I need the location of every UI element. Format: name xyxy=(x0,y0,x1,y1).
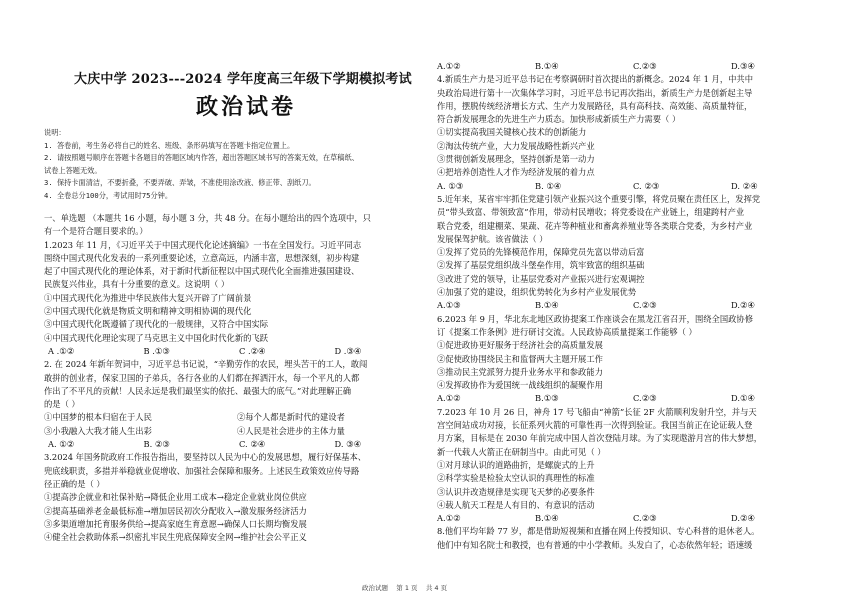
statement: ③小我融入大我才能人生出彩 xyxy=(44,425,152,436)
question-text: 7.2023 年 10 月 26 日，神舟 17 号飞船由“神箭”长征 2F 火箭顺利发射升空，并与天 xyxy=(437,406,757,417)
option-d[interactable]: D. ②④ xyxy=(731,180,758,191)
option-d[interactable]: D .③④ xyxy=(334,345,362,356)
question-text: 8.他们平均年龄 77 岁，都是借助短视频和直播在网上传授知识、专心科普的退休老人。 xyxy=(437,526,760,537)
question-1 xyxy=(44,239,430,359)
question-text: 径正确的是（ ） xyxy=(44,478,105,489)
answer-options xyxy=(437,180,829,193)
option-d[interactable]: D.①④ xyxy=(731,393,755,404)
option-b[interactable]: B.①④ xyxy=(535,513,559,524)
subject-title: 政治试卷 xyxy=(196,95,297,120)
instructions xyxy=(44,127,359,203)
option-d[interactable]: D.②④ xyxy=(731,300,755,311)
statement-pair xyxy=(44,411,430,424)
option-c[interactable]: C .②④ xyxy=(239,345,266,356)
statement: ④加强了党的建设，组织优势转化为乡村产业发展优势 xyxy=(437,287,637,298)
statement: ②发挥了基层党组织战斗堡垒作用，筑牢致富的组织基础 xyxy=(437,260,645,271)
question-text: 的是（ ） xyxy=(44,399,80,410)
instruction-line: 1. 答卷前，考生务必将自己的姓名、班级、条形码填写在答题卡指定位置上。 xyxy=(44,140,295,150)
question-text: 5.近年来，某省牢牢抓住党建引领产业振兴这个重要引擎，将党员聚在责任区上，发挥党 xyxy=(437,193,761,204)
question-text: 新一代载人火箭正在研制当中。由此可见（ ） xyxy=(437,446,606,457)
question-2 xyxy=(44,358,430,451)
question-text: 订《提案工作条例》进行研讨交流。人民政协高质量提案工作能够（ ） xyxy=(437,326,697,337)
statement: ④健全社会救助体系→织密扎牢民生兜底保障安全网→维护社会公平正义 xyxy=(44,532,307,543)
option-c[interactable]: C. ②④ xyxy=(239,439,266,450)
instruction-line: 试卷上答题无效。 xyxy=(44,165,102,175)
statement: ①切实提高我国关键核心技术的创新能力 xyxy=(437,127,587,138)
question-6 xyxy=(437,313,829,406)
statement-pair xyxy=(44,425,430,438)
question-text: 起了中国式现代化的理论体系，对于新时代新征程以中国式现代化全面推进强国建设、 xyxy=(44,266,360,277)
question-5 xyxy=(437,193,829,313)
statement: ②每个人都是新时代的建设者 xyxy=(237,412,345,423)
statement: ②科学实验是检验太空认识的真理性的标准 xyxy=(437,473,595,484)
instruction-line: 4. 全卷总分100分，考试用时75分钟。 xyxy=(44,190,173,200)
question-7 xyxy=(437,406,829,526)
option-a[interactable]: A. ①② xyxy=(48,439,75,450)
right-column xyxy=(437,60,829,552)
instruction-line: 3. 保持卡面清洁，不要折叠，不要弄破、弄皱，不准使用涂改液、修正带、刮纸刀。 xyxy=(44,178,316,188)
question-text: 央政治局进行第十一次集体学习时，习近平总书记再次指出，新质生产力是创新起主导 xyxy=(437,87,753,98)
option-a[interactable]: A. ①③ xyxy=(437,180,464,191)
question-text: 6.2023 年 9 月，华北东北地区政协提案工作座谈会在黑龙江省召开，围绕全国政协修 xyxy=(437,313,754,324)
option-d[interactable]: D. ③④ xyxy=(334,439,362,450)
statement: ①提高涉企就业和社保补贴→降低企业用工成本→稳定企业就业岗位供应 xyxy=(44,492,307,503)
question-text: 作出了不平凡的贡献！人民永远是我们最坚实的依托、最强大的底气。”对此理解正确 xyxy=(44,385,352,396)
answer-options xyxy=(437,512,829,525)
statement: ③中国式现代化既遵循了现代化的一般规律，又符合中国实际 xyxy=(44,319,269,330)
question-text: 联合党委，组建棚菜、果蔬、花卉等种植业和畜禽养殖业等各类联合党委，为乡村产业 xyxy=(437,220,753,231)
section-heading: 一、单选题 （本题共 16 小题，每小题 3 分，共 48 分。在每小题给出的四个选项中，只 xyxy=(44,213,371,223)
question-text: 围绕中国式现代化发表的一系列重要论述，立意高远，内涵丰富，思想深刻，初步构建 xyxy=(44,252,360,263)
option-b[interactable]: B.①③ xyxy=(535,393,559,404)
option-d[interactable]: D.②④ xyxy=(731,513,755,524)
statement: ③多渠道增加托育服务供给→提高家庭生育意愿→确保人口长期均衡发展 xyxy=(44,518,307,529)
statement: ④把培养创造性人才作为经济发展的着力点 xyxy=(437,167,595,178)
page-footer xyxy=(362,583,447,592)
answer-options xyxy=(44,345,430,358)
statement: ③改进了党的领导，让基层党委对产业振兴进行宏观调控 xyxy=(437,273,645,284)
question-text: 月方案，目标是在 2030 年前完成中国人首次登陆月球。为了实现遨游月宫的伟大梦想， xyxy=(437,433,763,444)
option-a[interactable]: A.①② xyxy=(437,513,461,524)
answer-options xyxy=(437,60,829,73)
statement: ④发挥政协作为爱国统一战线组织的凝聚作用 xyxy=(437,380,603,391)
question-text: 3.2024 年国务院政府工作报告指出，要坚持以人民为中心的发展思想，履行好保基本、 xyxy=(44,452,367,463)
statement: ④人民是社会进步的主体力量 xyxy=(237,425,345,436)
question-3 xyxy=(44,451,430,544)
option-c[interactable]: C.②③ xyxy=(633,61,657,71)
question-text: 2. 在 2024 年新年贺词中，习近平总书记说，“辛勤劳作的农民，埋头苦干的工人，敢闯 xyxy=(44,359,368,370)
question-text: 1.2023 年 11 月，《习近平关于中国式现代化论述摘编》一书在全国发行。习近平同志 xyxy=(44,239,362,250)
option-a[interactable]: A.①② xyxy=(437,393,461,404)
option-b[interactable]: B .①③ xyxy=(143,345,170,356)
option-c[interactable]: C.②③ xyxy=(633,300,657,311)
instruction-line: 2. 请按照题号顺序在答题卡各题目的答题区域内作答，超出答题区域书写的答案无效，在草稿纸、 xyxy=(44,153,359,163)
answer-options xyxy=(437,392,829,405)
statement: ①发挥了党员的先锋模范作用，保障党员先富以带动后富 xyxy=(437,247,645,258)
statement: ③推动民主党派努力提升业务水平和参政能力 xyxy=(437,366,603,377)
option-c[interactable]: C.②③ xyxy=(633,513,657,524)
option-d[interactable]: D.③④ xyxy=(731,61,755,71)
statement: ④载人航天工程是人有目的、有意识的活动 xyxy=(437,499,595,510)
option-a[interactable]: A.①③ xyxy=(437,300,461,311)
statement: ④中国式现代化理论实现了马克思主义中国化时代化新的飞跃 xyxy=(44,332,269,343)
answer-options xyxy=(44,438,430,451)
answer-options xyxy=(437,299,829,312)
option-b[interactable]: B. ①④ xyxy=(535,180,562,191)
question-text: 他们中有知名院士和教授，也有普通的中小学教师。头发白了，心态依然年轻；语速缓 xyxy=(437,539,753,550)
school-title: 大庆中学 2023---2024 学年度高三年级下学期模拟考试 xyxy=(74,72,412,87)
footer-page: 第 1 页 xyxy=(396,584,418,592)
question-4 xyxy=(437,73,829,193)
question-text: 作用，摆脱传统经济增长方式、生产力发展路径，具有高科技、高效能、高质量特征， xyxy=(437,100,753,111)
option-a[interactable]: A .①② xyxy=(48,345,75,356)
statement: ②促使政协围绕民主和监督两大主题开展工作 xyxy=(437,353,603,364)
question-text: 敢拼的创业者，保家卫国的子弟兵，各行各业的人们都在挥洒汗水，每一个平凡的人都 xyxy=(44,372,360,383)
footer-label: 政治试题 xyxy=(362,584,388,592)
option-b[interactable]: B.①④ xyxy=(535,300,559,311)
statement: ②淘汰传统产业，大力发展战略性新兴产业 xyxy=(437,140,595,151)
instructions-heading: 说明： xyxy=(44,128,66,137)
option-a[interactable]: A.①② xyxy=(437,61,461,71)
statement: ③认识并改造规律是实现飞天梦的必要条件 xyxy=(437,486,595,497)
left-column xyxy=(44,212,430,544)
question-text: 民族复兴伟业，具有十分重要的意义。这说明（ ） xyxy=(44,279,230,290)
question-text: 宫空间站成功对接，长征系列火箭的可靠性再一次得到验证。我国当前正在论证载人登 xyxy=(437,420,753,431)
statement: ①中国梦的根本归宿在于人民 xyxy=(44,412,152,423)
question-text: 员“带头致富、带领致富”作用，带动村民增收；将党委设在产业链上，组建跨村产业 xyxy=(437,207,745,218)
statement: ①促进政协更好服务于经济社会的高质量发展 xyxy=(437,340,603,351)
statement: ②提高基础养老金最低标准→增加居民初次分配收入→激发服务经济活力 xyxy=(44,505,307,516)
option-b[interactable]: B. ②③ xyxy=(143,439,170,450)
question-8 xyxy=(437,525,829,552)
section-heading: 有一个是符合题目要求的。） xyxy=(44,226,148,237)
question-text: 兜底线职责，多措并举稳就业促增收、加强社会保障和服务。上述民生政策效应传导路 xyxy=(44,465,360,476)
question-text: 发展保驾护航。该省做法（ ） xyxy=(437,233,548,244)
statement: ②中国式现代化就是物质文明和精神文明相协调的现代化 xyxy=(44,306,252,317)
question-text: 符合新发展理念的先进生产力质态。加快形成新质生产力需要（ ） xyxy=(437,114,681,125)
option-c[interactable]: C. ②③ xyxy=(633,180,660,191)
statement: ③贯彻创新发展理念，坚持创新是第一动力 xyxy=(437,154,595,165)
statement: ①中国式现代化为推进中华民族伟大复兴开辟了广阔前景 xyxy=(44,292,252,303)
option-c[interactable]: C.②③ xyxy=(633,393,657,404)
question-text: 4.新质生产力是习近平总书记在考察调研时首次提出的新概念。2024 年 1 月，中共中 xyxy=(437,74,754,85)
option-b[interactable]: B.①④ xyxy=(535,61,559,71)
footer-total: 共 4 页 xyxy=(425,584,448,592)
statement: ①对月球认识的道路曲折，是螺旋式的上升 xyxy=(437,459,595,470)
